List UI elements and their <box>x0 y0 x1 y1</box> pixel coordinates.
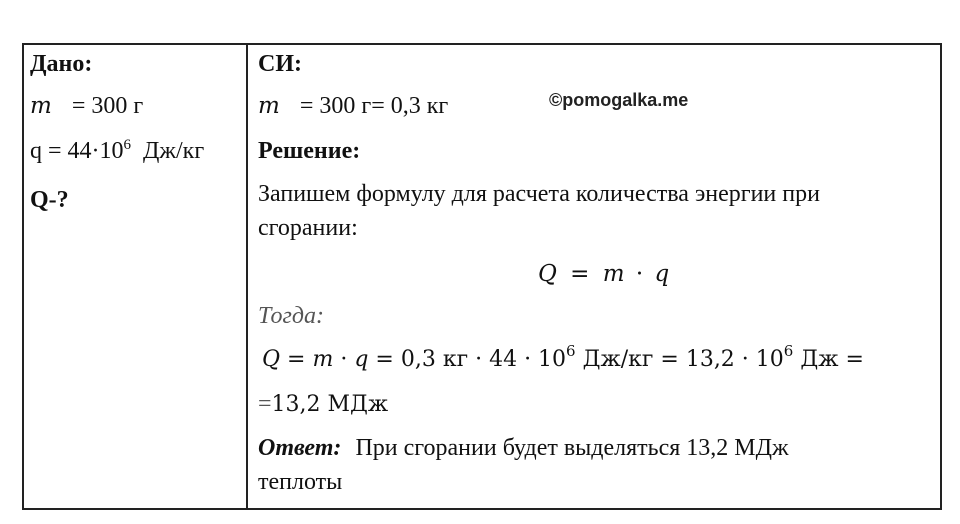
formula-dot: · <box>635 261 644 287</box>
si-heading: СИ: <box>258 51 302 77</box>
solution-intro-line2: сгорании: <box>258 215 358 241</box>
answer-text: При сгорании будет выделяться 13,2 МДж <box>355 435 789 461</box>
formula-Q: Q <box>538 261 557 287</box>
formula-q: q <box>654 261 670 287</box>
given-heat-value <box>30 137 204 165</box>
given-mass <box>30 92 143 120</box>
calc-exponent2: 6 <box>783 342 794 360</box>
calc-m: m <box>312 347 334 372</box>
calculation-line1 <box>262 342 864 374</box>
given-question: Q-? <box>30 187 69 213</box>
mass-value: = 300 г <box>71 93 144 119</box>
calc-result: 13,2 МДж <box>271 392 389 417</box>
formula-m: m <box>602 261 625 287</box>
calculation-line2 <box>258 390 388 419</box>
given-heading: Дано: <box>30 51 93 77</box>
answer-line1 <box>258 434 789 462</box>
solution-intro-line1: Запишем формулу для расчета количества энергии при <box>258 181 820 207</box>
answer-label: Ответ: <box>258 435 342 461</box>
calc-part2: Дж/кг = 13,2 · 10 <box>575 347 784 372</box>
si-mass-variable: m <box>258 93 280 119</box>
calc-Q: Q <box>262 347 281 372</box>
si-mass <box>258 92 448 120</box>
calc-line2-equals: = <box>258 391 272 417</box>
column-divider <box>246 43 248 510</box>
mass-variable: m <box>30 93 52 119</box>
heat-exponent: 6 <box>123 137 132 153</box>
calc-q: q <box>354 347 369 372</box>
heat-coefficient: q = 44·10 <box>30 138 124 164</box>
formula-equals: = <box>570 261 590 287</box>
main-formula <box>538 260 669 288</box>
then-label: Тогда: <box>258 303 324 329</box>
si-mass-value: = 300 г= 0,3 кг <box>299 93 449 119</box>
calc-dot: · <box>333 347 355 372</box>
heat-unit: Дж/кг <box>143 138 205 164</box>
watermark: ©pomogalka.me <box>549 90 689 110</box>
calc-exponent1: 6 <box>566 342 576 360</box>
calc-part3: Дж = <box>793 347 864 372</box>
calc-equals: = <box>280 347 313 372</box>
answer-line2: теплоты <box>258 469 343 495</box>
solution-heading: Решение: <box>258 138 361 164</box>
calc-part1: = 0,3 кг · 44 · 10 <box>368 347 567 372</box>
